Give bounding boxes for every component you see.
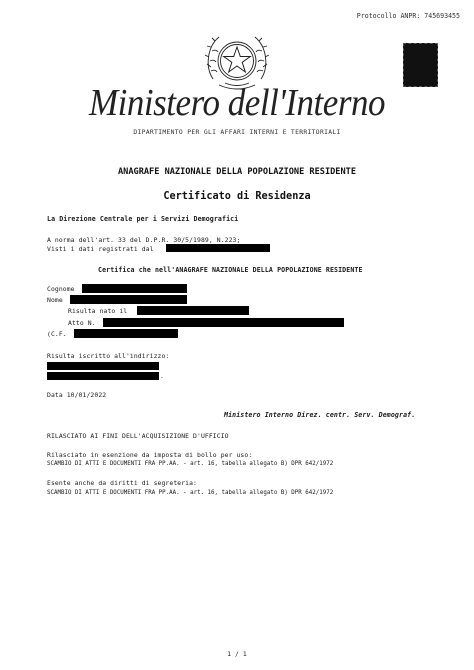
certificate-title: Certificato di Residenza: [163, 191, 311, 202]
cf-label: (C.F.: [47, 330, 67, 338]
address-intro: Risulta iscritto all'indirizzo:: [47, 352, 170, 360]
issue-date: Data 10/01/2022: [47, 391, 107, 399]
qr-code: [403, 43, 438, 87]
page-number: 1 / 1: [227, 650, 247, 658]
legal-seen: Visti i dati registrati dal: [47, 245, 154, 253]
stamp-exemption: Rilasciato in esenzione da imposta di bollo per uso:: [47, 451, 253, 459]
redacted-name: [70, 295, 187, 304]
redacted-address-1: [47, 362, 159, 370]
address-end: .: [160, 372, 164, 380]
department-name: DIPARTIMENTO PER GLI AFFARI INTERNI E TERRITORIALI: [133, 128, 341, 136]
redacted-act: [103, 318, 344, 327]
ministry-title: Ministero dell'Interno: [88, 82, 386, 124]
registry-title: ANAGRAFE NAZIONALE DELLA POPOLAZIONE RESIDENTE: [118, 167, 356, 177]
fees-exemption: Esente anche da diritti di segreteria:: [47, 479, 198, 487]
redacted-address-2: [47, 372, 159, 380]
legal-norm: A norma dell'art. 33 del D.P.R. 30/5/1989, N.223;: [47, 236, 241, 244]
signature: Ministero Interno Direz. centr. Serv. Demograf.: [224, 411, 416, 419]
issuer: La Direzione Centrale per i Servizi Demografici: [47, 215, 239, 223]
fees-exemption-detail: SCAMBIO DI ATTI E DOCUMENTI FRA PP.AA. - art. 16, tabella allegato B) DPR 642/1972: [47, 490, 334, 496]
surname-label: Cognome: [47, 285, 75, 293]
redacted-registry: [166, 244, 270, 252]
purpose: RILASCIATO AI FINI DELL'ACQUISIZIONE D'UFFICIO: [47, 432, 229, 440]
stamp-exemption-detail: SCAMBIO DI ATTI E DOCUMENTI FRA PP.AA. - art. 16, tabella allegato B) DPR 642/1972: [47, 461, 334, 467]
certifies-line: Certifica che nell'ANAGRAFE NAZIONALE DELLA POPOLAZIONE RESIDENTE: [98, 266, 363, 274]
redacted-surname: [82, 284, 187, 293]
name-label: Nome: [47, 296, 63, 304]
protocol-number: Protocollo ANPR: 745693455: [356, 12, 460, 20]
act-label: Atto N.: [68, 319, 96, 327]
born-label: Risulta nato il: [68, 307, 128, 315]
redacted-cf: [74, 329, 178, 338]
redacted-birth: [137, 306, 249, 315]
